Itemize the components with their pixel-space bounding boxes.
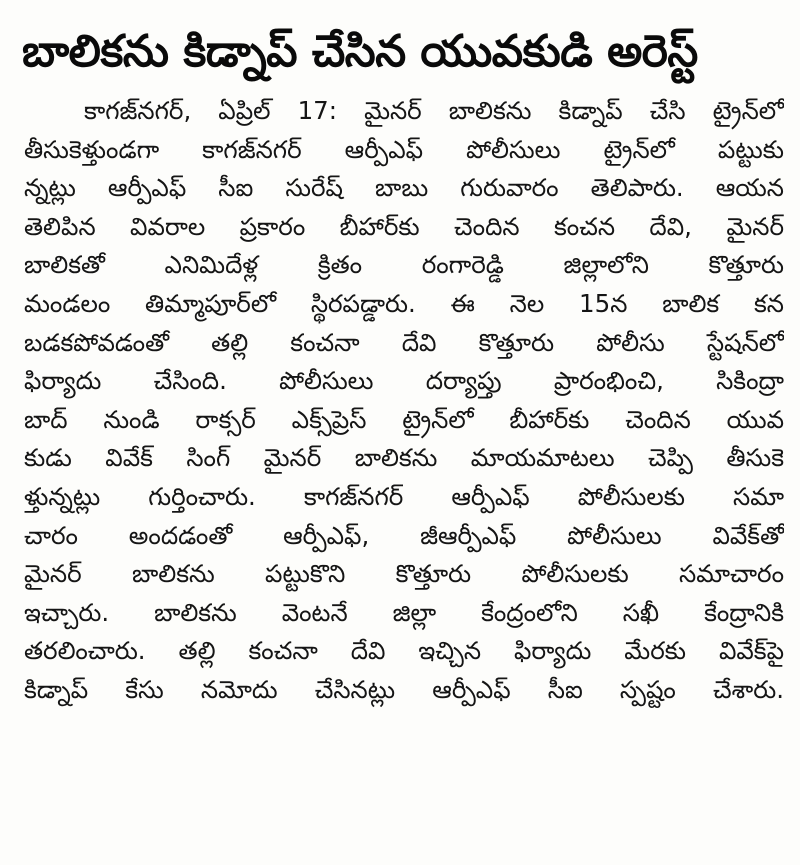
- article-line: ఇచ్చారు. బాలికను వెంటనే జిల్లా కేంద్రంలోని సఖీ కేంద్రానికి: [24, 597, 784, 627]
- article-body: [24, 92, 784, 710]
- article-line: బడకపోవడంతో తల్లి కంచనా దేవి కొత్తూరు పోలీసు స్టేషన్‌లో: [24, 327, 784, 357]
- article-line: బాలికతో ఎనిమిదేళ్ల క్రితం రంగారెడ్డి జిల్లాలోని కొత్తూరు: [24, 250, 784, 280]
- article-line: తెలిపిన వివరాల ప్రకారం బీహార్‌కు చెందిన కంచన దేవి, మైనర్: [24, 211, 784, 241]
- article-line: ఫిర్యాదు చేసింది. పోలీసులు దర్యాప్తు ప్రారంభించి, సికింద్రా: [24, 366, 784, 396]
- article-line: చారం అందడంతో ఆర్పీఎఫ్, జీఆర్పీఎఫ్ పోలీసులు వివేక్‌తో: [24, 520, 784, 550]
- article-headline: బాలికను కిడ్నాప్ చేసిన యువకుడి అరెస్ట్: [22, 26, 698, 77]
- article-line: తరలించారు. తల్లి కంచనా దేవి ఇచ్చిన ఫిర్యాదు మేరకు వివేక్‌పై: [24, 636, 784, 666]
- article-line: మండలం తిమ్మాపూర్‌లో స్థిరపడ్డారు. ఈ నెల 15న బాలిక కన: [24, 288, 784, 318]
- article-line: కుడు వివేక్ సింగ్ మైనర్ బాలికను మాయమాటలు చెప్పి తీసుకె: [24, 443, 784, 473]
- article-line: కాగజ్‌నగర్, ఏప్రిల్ 17: మైనర్ బాలికను కిడ్నాప్ చేసి ట్రైన్‌లో: [84, 96, 784, 125]
- article-line: బాద్ నుండి రాక్సర్ ఎక్స్‌ప్రెస్ ట్రైన్‌లో బీహార్‌కు చెందిన యువ: [24, 404, 784, 434]
- article-line: కిడ్నాప్ కేసు నమోదు చేసినట్లు ఆర్పీఎఫ్ సీఐ స్పష్టం చేశారు.: [24, 674, 784, 704]
- article-line: న్నట్లు ఆర్పీఎఫ్ సీఐ సురేష్ బాబు గురువారం తెలిపారు. ఆయన: [24, 173, 784, 203]
- article-line: మైనర్ బాలికను పట్టుకొని కొత్తూరు పోలీసులకు సమాచారం: [24, 559, 784, 589]
- article-line: తీసుకెళ్తుండగా కాగజ్‌నగర్ ఆర్పీఎఫ్ పోలీసులు ట్రైన్‌లో పట్టుకు: [24, 134, 784, 164]
- article-line: ళ్తున్నట్లు గుర్తించారు. కాగజ్‌నగర్ ఆర్పీఎఫ్ పోలీసులకు సమా: [24, 481, 784, 511]
